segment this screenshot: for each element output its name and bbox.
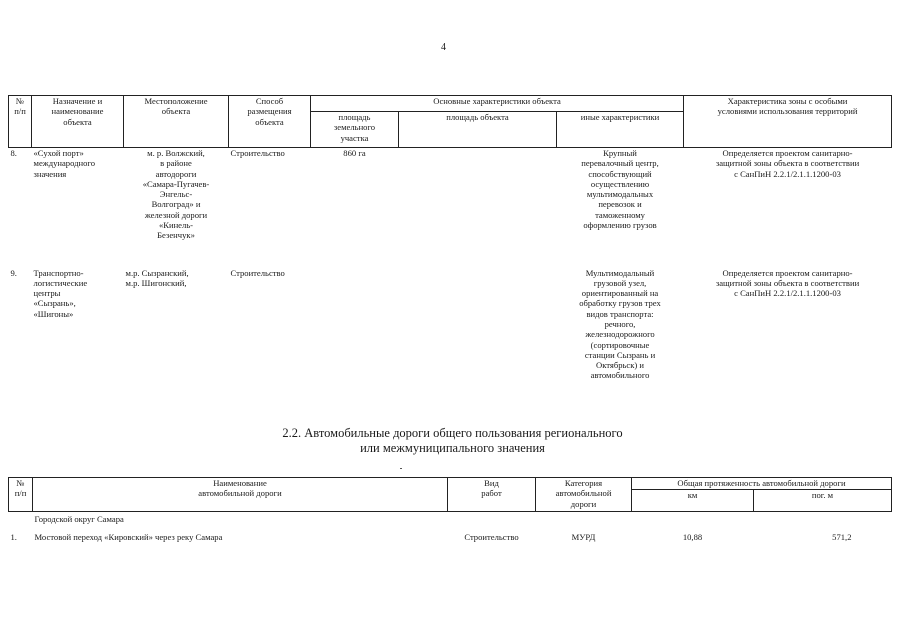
header-km: км — [632, 490, 754, 512]
text-line: обработку грузов трех — [579, 298, 661, 309]
header-land-area — [311, 112, 399, 148]
text-line: железнодорожного — [585, 329, 655, 340]
row-location — [124, 148, 229, 268]
text-line: железной дороги — [144, 209, 208, 220]
text-line: Транспортно- — [33, 267, 84, 278]
row-purpose — [32, 268, 124, 398]
text-line: «Сухой порт» — [33, 148, 84, 158]
header-num — [9, 478, 33, 512]
section-heading-line1: 2.2. Автомобильные дороги общего пользования регионального — [282, 426, 623, 440]
text-line: объекта — [161, 106, 191, 117]
header-work-type — [448, 478, 536, 512]
text-line: № — [16, 478, 25, 488]
text-line: Характеристика зоны с особыми — [727, 96, 848, 106]
text-line: «Шигоны» — [33, 308, 74, 319]
row-road-category: МУРД — [571, 531, 596, 542]
row-km: 10,88 — [682, 531, 703, 542]
header-linear-m: пог. м — [754, 490, 892, 512]
text-line: наименование — [51, 106, 104, 117]
row-zone — [684, 148, 892, 268]
text-line: размещения — [247, 106, 292, 117]
text-line: Безенчук» — [157, 230, 195, 241]
text-line: м.р. Шигонский, — [125, 277, 187, 288]
section-heading — [0, 426, 905, 456]
header-road-name — [33, 478, 448, 512]
text-line: в районе — [160, 158, 192, 169]
row-road-name: Мостовой переход «Кировский» через реку Самара — [34, 531, 223, 542]
text-line: автомобильного — [590, 370, 650, 381]
text-line: речного, — [604, 318, 636, 329]
text-line: Местоположение — [144, 96, 208, 106]
table-row — [9, 530, 892, 546]
text-line: Октябрьск) и — [595, 360, 645, 371]
text-line: автомобильной — [555, 488, 612, 499]
table-group-row — [9, 512, 892, 530]
text-line: Способ — [255, 96, 284, 106]
text-line: перевалочный центр, — [581, 158, 659, 169]
text-line: ориентированный на — [581, 288, 659, 299]
row-method: Строительство — [230, 267, 285, 278]
text-line: перевозок и — [598, 199, 642, 210]
text-line: м.р. Сызранский, — [125, 267, 189, 278]
text-line: Волгоград» и — [151, 199, 201, 210]
text-line: защитной зоны объекта в соответствии — [715, 277, 860, 288]
text-line: осуществлению — [590, 178, 650, 189]
text-line: автодороги — [155, 168, 197, 179]
header-purpose — [32, 96, 124, 148]
text-line: Мультимодальный — [585, 267, 655, 278]
text-line: значения — [33, 168, 67, 179]
text-line: Назначение и — [52, 96, 103, 106]
row-land-area: 860 га — [343, 148, 366, 158]
text-line: Крупный — [603, 148, 637, 158]
row-purpose — [32, 148, 124, 268]
text-line: объекта — [255, 116, 284, 127]
text-line: Категория — [564, 478, 603, 488]
table-row — [9, 268, 892, 398]
text-line: объекта — [63, 116, 92, 127]
text-line: Определяется проектом санитарно- — [722, 148, 853, 158]
text-line: Определяется проектом санитарно- — [722, 267, 853, 278]
text-line: международного — [33, 158, 95, 169]
text-line: дороги — [570, 498, 597, 509]
text-line: № — [15, 96, 25, 106]
text-line: автомобильной дороги — [198, 488, 282, 499]
row-other — [557, 148, 684, 268]
text-line: «Самара-Пугачев- — [142, 178, 210, 189]
text-line: Вид — [484, 478, 499, 488]
text-line: м. р. Волжский, — [147, 148, 205, 158]
row-num: 9. — [10, 267, 17, 278]
roads-table — [8, 477, 892, 546]
objects-table — [8, 95, 892, 398]
row-work-type: Строительство — [464, 531, 519, 542]
stray-mark — [400, 468, 402, 469]
text-line: земельного — [333, 122, 376, 133]
text-line: «Кинель- — [158, 220, 194, 231]
text-line: защитной зоны объекта в соответствии — [715, 158, 860, 169]
row-zone — [684, 268, 892, 398]
text-line: Наименование — [213, 478, 267, 488]
section-heading-line2: или межмуниципального значения — [360, 441, 545, 455]
text-line: видов транспорта: — [586, 308, 654, 319]
group-label: Городской округ Самара — [34, 514, 124, 524]
text-line: условиями использования территорий — [717, 106, 858, 117]
page-number: 4 — [441, 42, 446, 53]
text-line: площадь — [338, 112, 371, 122]
text-line: грузовой узел, — [593, 277, 647, 288]
row-linear-m: 571,2 — [832, 531, 852, 542]
text-line: логистические — [33, 277, 88, 288]
text-line: (сортировочные — [590, 339, 650, 350]
text-line: оформлению грузов — [583, 220, 657, 231]
header-road-category — [536, 478, 632, 512]
row-method: Строительство — [230, 148, 285, 158]
header-other-characteristics: иные характеристики — [557, 112, 684, 148]
row-object-area — [399, 148, 557, 268]
header-main-characteristics: Основные характеристики объекта — [311, 96, 684, 112]
text-line: мультимодальных — [586, 189, 654, 200]
text-line: п/п — [14, 488, 27, 499]
header-total-length: Общая протяженность автомобильной дороги — [632, 478, 892, 490]
row-num: 1. — [10, 531, 17, 542]
header-zone — [684, 96, 892, 148]
header-num — [9, 96, 32, 148]
header-object-area: площадь объекта — [399, 112, 557, 148]
text-line: участка — [340, 132, 369, 143]
text-line: станции Сызрань и — [584, 349, 656, 360]
text-line: с СанПиН 2.2.1/2.1.1.1200-03 — [734, 288, 841, 299]
header-location — [124, 96, 229, 148]
text-line: «Сызрань», — [33, 298, 76, 309]
row-num: 8. — [10, 148, 17, 158]
table-row — [9, 148, 892, 268]
header-method — [229, 96, 311, 148]
text-line: работ — [481, 488, 502, 499]
text-line: способствующий — [588, 168, 652, 179]
row-other — [557, 268, 684, 398]
text-line: п/п — [14, 106, 26, 117]
text-line: таможенному — [595, 209, 645, 220]
text-line: с СанПиН 2.2.1/2.1.1.1200-03 — [734, 168, 841, 179]
row-object-area — [399, 268, 557, 398]
row-land-area — [311, 268, 399, 398]
row-location — [124, 268, 229, 398]
text-line: Энгельс- — [159, 189, 193, 200]
text-line: центры — [33, 288, 61, 299]
